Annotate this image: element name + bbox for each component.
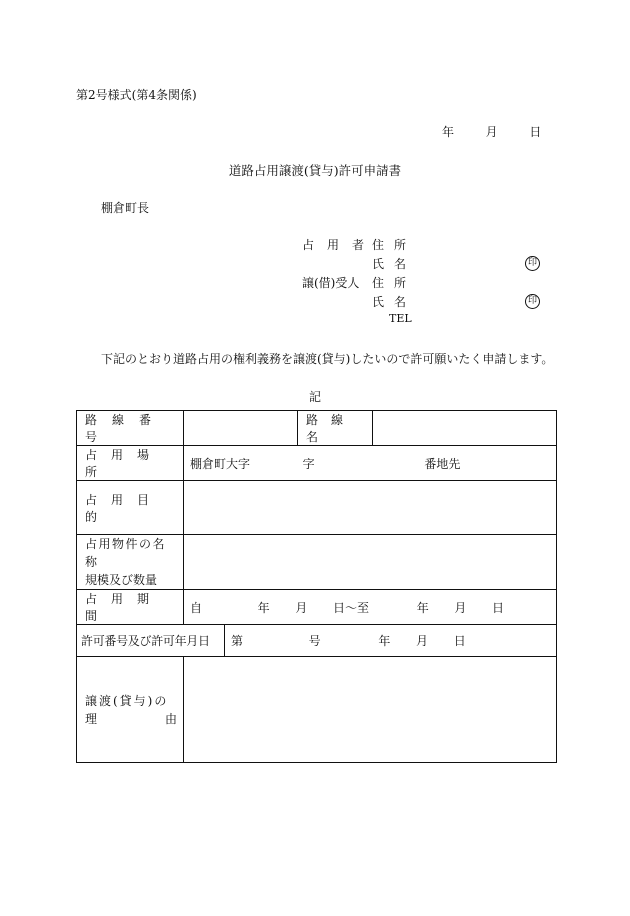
occupant-label-text: 占用者 [302,238,378,252]
route-name-label [298,411,373,446]
seal-icon: 印 [525,294,540,309]
reason-label-line1: 譲渡(貸与)の [85,693,169,708]
place-input[interactable] [184,446,557,481]
permit-label-text: 許可番号及び許可年月日 [81,634,210,648]
date-line [442,123,541,140]
route-number-label-text: 路線番号 [85,413,167,444]
tel-label: TEL [389,312,412,325]
name-label-2: 氏名 [372,295,417,309]
reason-label-line2 [85,710,177,728]
body-text: 下記のとおり道路占用の権利義務を譲渡(貸与)したいので許可願いたく申請します。 [101,352,554,366]
table-row [77,625,557,657]
route-name-label-text: 路線名 [306,413,357,444]
permit-day: 日 [453,634,466,648]
ki-heading: 記 [308,390,321,404]
period-month-2: 月 [454,600,467,615]
address-label-2: 住所 [372,276,417,290]
permit-month: 月 [416,634,429,648]
place-label-text: 占用場所 [85,448,164,479]
permit-label [77,625,225,657]
table-row [77,535,557,590]
seal-icon: 印 [525,256,540,271]
table-row [77,481,557,535]
place-aza: 字 [302,456,315,471]
object-label-line1: 占用物件の名称 [85,537,167,569]
form-number: 第2号様式(第4条関係) [76,88,197,102]
address-label: 住所 [372,238,417,252]
occupant-label [302,236,378,253]
permit-dai: 第 [231,634,244,648]
purpose-label [77,481,184,535]
permit-input[interactable] [225,625,557,657]
transferee-label: 譲(借)受人 [302,276,360,290]
period-input[interactable] [184,590,557,625]
seal-mark-2 [525,292,540,309]
object-label [77,535,184,590]
period-day-2: 日 [492,600,505,615]
date-year: 年 [442,125,455,139]
document-title: 道路占用譲渡(貸与)許可申請書 [228,163,402,178]
place-prefix: 棚倉町大字 [190,456,251,471]
route-name-input[interactable] [373,411,557,446]
table-row [77,446,557,481]
addressee: 棚倉町長 [101,201,150,215]
place-label [77,446,184,481]
date-day: 日 [529,125,542,139]
purpose-input[interactable] [184,481,557,535]
period-label [77,590,184,625]
reason-input[interactable] [184,657,557,763]
table-row [77,411,557,446]
table-row [77,590,557,625]
period-label-text: 占用期間 [85,592,164,623]
period-from: 自 [190,600,203,615]
reason-label [77,657,184,763]
name-label: 氏名 [372,257,417,271]
period-day-to: 日〜至 [333,600,370,615]
period-year-2: 年 [416,600,429,615]
route-number-input[interactable] [184,411,298,446]
reason-label-ri: 理 [85,711,98,726]
permit-go: 号 [308,634,321,648]
permit-year: 年 [378,634,391,648]
place-suffix: 番地先 [424,456,461,471]
object-input[interactable] [184,535,557,590]
application-table [76,410,557,763]
period-year-1: 年 [257,600,270,615]
route-number-label [77,411,184,446]
date-month: 月 [485,125,498,139]
reason-label-yu: 由 [164,711,177,726]
object-label-line2: 規模及び数量 [85,573,158,587]
seal-mark-1 [525,254,540,271]
purpose-label-text: 占用目的 [85,492,164,524]
table-row [77,657,557,763]
period-month-1: 月 [295,600,308,615]
